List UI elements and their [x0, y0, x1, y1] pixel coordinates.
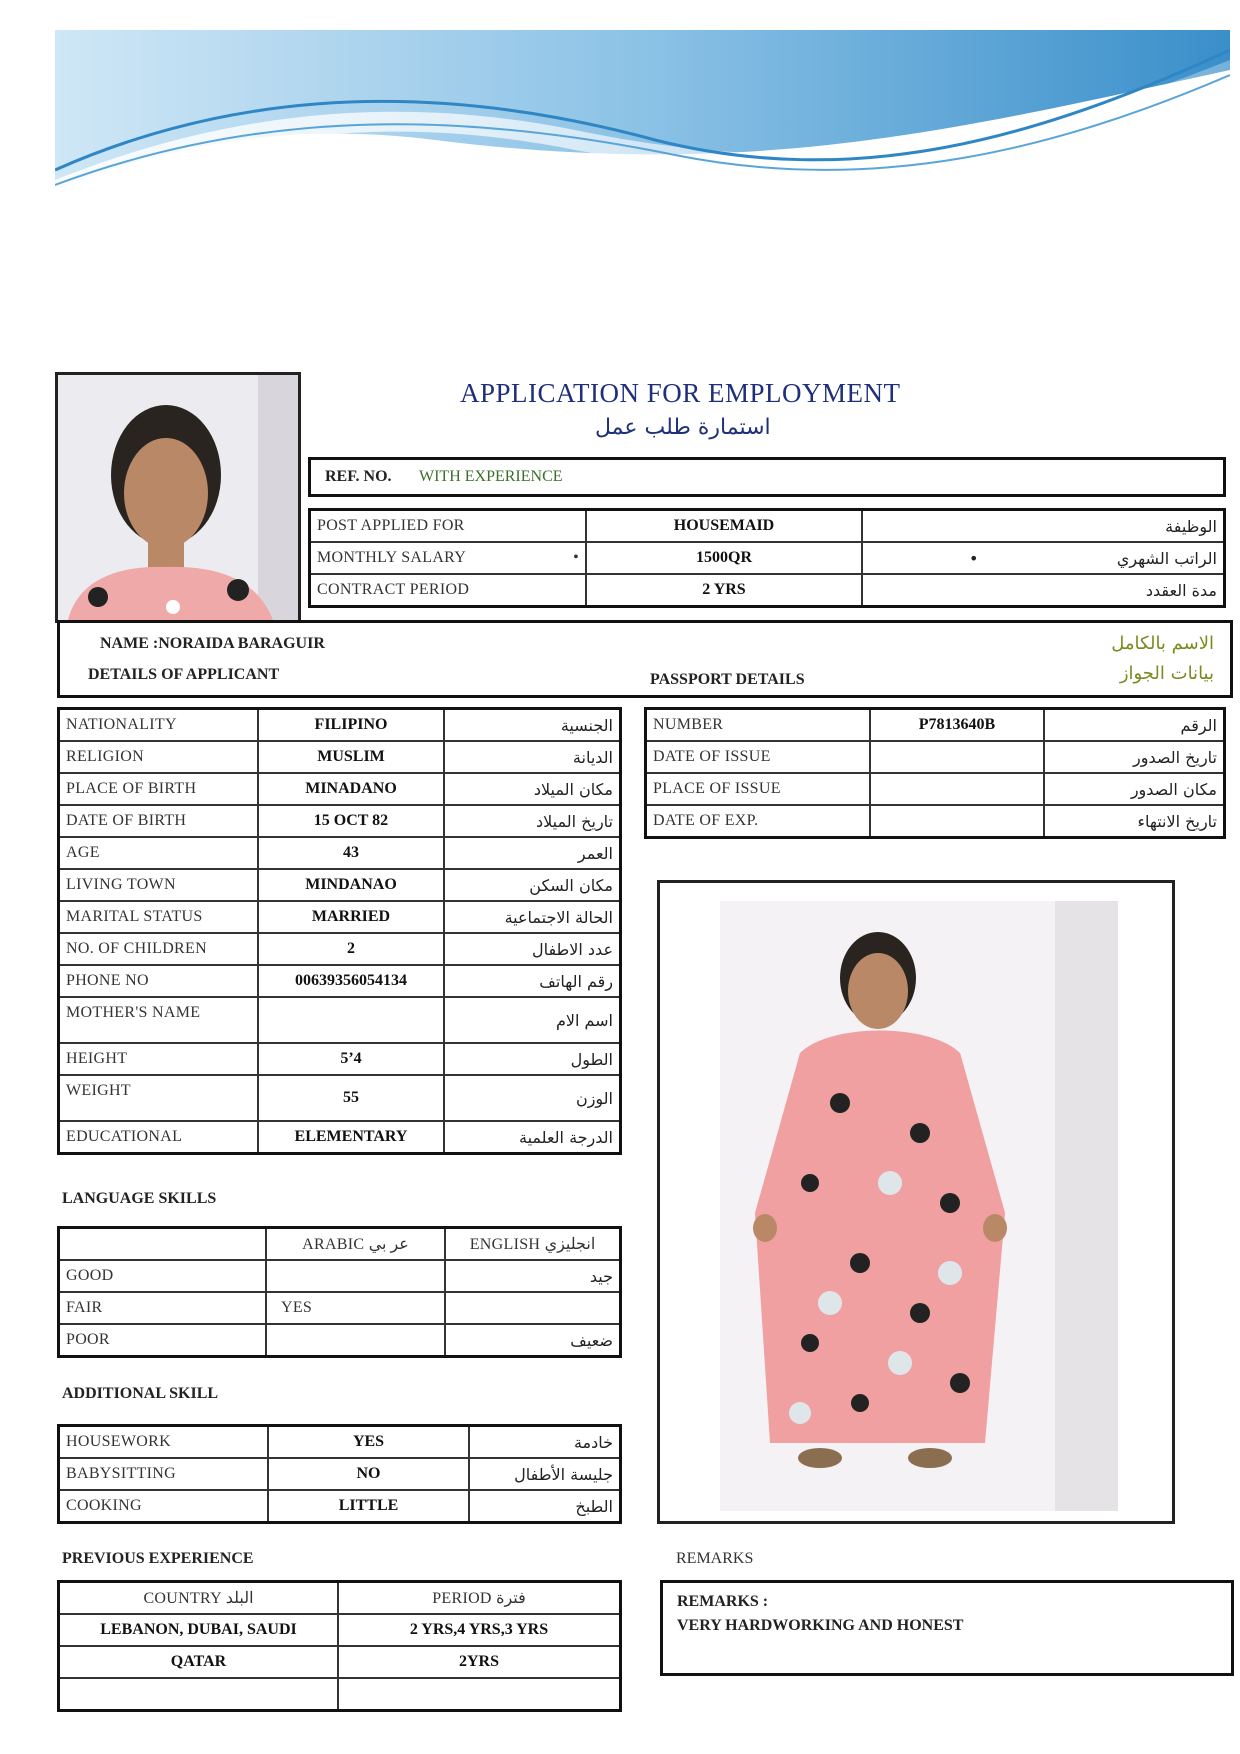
experience-col-country: COUNTRY البلد: [59, 1582, 339, 1615]
language-col-arabic: ARABIC عر بي: [266, 1228, 445, 1261]
remarks-box: [660, 1580, 1234, 1676]
skill-value: NO: [268, 1458, 469, 1490]
field-label: DATE OF BIRTH: [59, 805, 259, 837]
table-row: [59, 1292, 621, 1324]
field-value: ELEMENTARY: [258, 1121, 444, 1154]
language-arabic-value: [266, 1260, 445, 1292]
remarks-text: VERY HARDWORKING AND HONEST: [677, 1617, 964, 1634]
language-heading: LANGUAGE SKILLS: [62, 1190, 217, 1207]
passport-value: [870, 773, 1044, 805]
field-value: 43: [258, 837, 444, 869]
field-label: MOTHER'S NAME: [59, 997, 259, 1043]
language-corner: [59, 1228, 267, 1261]
field-arabic: عدد الاطفال: [444, 933, 621, 965]
field-value: 15 OCT 82: [258, 805, 444, 837]
skill-label: BABYSITTING: [59, 1458, 269, 1490]
contract-label: CONTRACT PERIOD: [310, 574, 587, 607]
passport-label: PLACE OF ISSUE: [646, 773, 871, 805]
field-value: FILIPINO: [258, 709, 444, 742]
ref-value: WITH EXPERIENCE: [419, 468, 563, 485]
passport-arabic: تاريخ الانتهاء: [1044, 805, 1225, 838]
field-value: MINDANAO: [258, 869, 444, 901]
table-row: [646, 805, 1225, 838]
passport-label: DATE OF ISSUE: [646, 741, 871, 773]
field-arabic: الجنسية: [444, 709, 621, 742]
skill-label: COOKING: [59, 1490, 269, 1523]
bullet-icon: •: [573, 549, 579, 566]
table-row: [59, 1228, 621, 1261]
field-value: MINADANO: [258, 773, 444, 805]
page-title-arabic: استمارة طلب عمل: [595, 415, 771, 440]
table-row: [59, 1614, 621, 1646]
field-label: PHONE NO: [59, 965, 259, 997]
applicant-table: [57, 707, 622, 1155]
language-col-english: ENGLISH انجليزي: [445, 1228, 621, 1261]
field-label: HEIGHT: [59, 1043, 259, 1075]
table-row: [59, 1043, 621, 1075]
field-arabic: مكان الميلاد: [444, 773, 621, 805]
skill-arabic: الطبخ: [469, 1490, 621, 1523]
ref-label: REF. NO.: [325, 468, 392, 485]
table-row: [59, 837, 621, 869]
table-row: [59, 805, 621, 837]
field-arabic: الديانة: [444, 741, 621, 773]
experience-period: 2 YRS,4 YRS,3 YRS: [338, 1614, 621, 1646]
salary-arabic-text: الراتب الشهري: [1116, 548, 1217, 568]
language-arabic-value: YES: [266, 1292, 445, 1324]
name-box: [57, 620, 1233, 698]
table-row: [310, 542, 1225, 574]
language-arabic-value: [266, 1324, 445, 1357]
table-row: [59, 1260, 621, 1292]
applicant-photo-full: [657, 880, 1175, 1524]
skill-arabic: جليسة الأطفال: [469, 1458, 621, 1490]
passport-label: DATE OF EXP.: [646, 805, 871, 838]
passport-value: [870, 741, 1044, 773]
field-arabic: الطول: [444, 1043, 621, 1075]
additional-heading: ADDITIONAL SKILL: [62, 1385, 219, 1402]
skill-value: LITTLE: [268, 1490, 469, 1523]
skill-value: YES: [268, 1426, 469, 1459]
experience-period: 2YRS: [338, 1646, 621, 1678]
bullet-icon: •: [969, 548, 979, 568]
passport-value: [870, 805, 1044, 838]
table-row: [646, 741, 1225, 773]
table-row: [59, 901, 621, 933]
passport-arabic: تاريخ الصدور: [1044, 741, 1225, 773]
table-row: [59, 1678, 621, 1711]
table-row: [59, 1646, 621, 1678]
field-label: EDUCATIONAL: [59, 1121, 259, 1154]
language-english-value: [445, 1292, 621, 1324]
field-arabic: مكان السكن: [444, 869, 621, 901]
field-arabic: الحالة الاجتماعية: [444, 901, 621, 933]
experience-col-period: PERIOD فترة: [338, 1582, 621, 1615]
experience-table: [57, 1580, 622, 1712]
table-row: [59, 1121, 621, 1154]
table-row: [646, 709, 1225, 742]
salary-value: 1500QR: [586, 542, 862, 574]
passport-value: P7813640B: [870, 709, 1044, 742]
post-table: [308, 508, 1226, 608]
post-arabic: الوظيفة: [862, 510, 1225, 543]
field-arabic: الدرجة العلمية: [444, 1121, 621, 1154]
field-label: AGE: [59, 837, 259, 869]
passport-table: [644, 707, 1226, 839]
table-row: [59, 1075, 621, 1121]
skill-label: HOUSEWORK: [59, 1426, 269, 1459]
passport-heading: PASSPORT DETAILS: [650, 671, 805, 688]
language-english-value: ضعيف: [445, 1324, 621, 1357]
table-row: [59, 1324, 621, 1357]
experience-period: [338, 1678, 621, 1711]
table-row: [59, 869, 621, 901]
salary-label: [310, 542, 587, 574]
passport-label: NUMBER: [646, 709, 871, 742]
table-row: [59, 709, 621, 742]
table-row: [59, 933, 621, 965]
passport-arabic: مكان الصدور: [1044, 773, 1225, 805]
field-value: 5’4: [258, 1043, 444, 1075]
field-arabic: اسم الام: [444, 997, 621, 1043]
field-arabic: العمر: [444, 837, 621, 869]
field-label: LIVING TOWN: [59, 869, 259, 901]
ref-box: [308, 457, 1226, 497]
field-label: NO. OF CHILDREN: [59, 933, 259, 965]
field-label: WEIGHT: [59, 1075, 259, 1121]
field-value: 2: [258, 933, 444, 965]
header-banner: [55, 30, 1230, 195]
table-row: [59, 741, 621, 773]
table-row: [59, 1458, 621, 1490]
field-label: NATIONALITY: [59, 709, 259, 742]
field-label: PLACE OF BIRTH: [59, 773, 259, 805]
salary-label-text: MONTHLY SALARY: [317, 549, 467, 566]
field-value: MARRIED: [258, 901, 444, 933]
experience-country: LEBANON, DUBAI, SAUDI: [59, 1614, 339, 1646]
language-english-value: جيد: [445, 1260, 621, 1292]
language-level: POOR: [59, 1324, 267, 1357]
experience-heading: PREVIOUS EXPERIENCE: [62, 1550, 254, 1567]
field-value: [258, 997, 444, 1043]
table-row: [59, 1426, 621, 1459]
skill-arabic: خادمة: [469, 1426, 621, 1459]
passport-heading-arabic: بيانات الجواز: [1119, 663, 1214, 684]
language-table: [57, 1226, 622, 1358]
field-value: MUSLIM: [258, 741, 444, 773]
field-value: 55: [258, 1075, 444, 1121]
field-arabic: رقم الهاتف: [444, 965, 621, 997]
contract-arabic: مدة العقدد: [862, 574, 1225, 607]
language-level: FAIR: [59, 1292, 267, 1324]
details-heading: DETAILS OF APPLICANT: [88, 666, 280, 683]
language-level: GOOD: [59, 1260, 267, 1292]
remarks-heading: REMARKS: [676, 1550, 754, 1567]
table-row: [59, 997, 621, 1043]
field-arabic: تاريخ الميلاد: [444, 805, 621, 837]
additional-table: [57, 1424, 622, 1524]
applicant-photo-portrait: [55, 372, 301, 623]
table-row: [59, 773, 621, 805]
applicant-name: NAME :NORAIDA BARAGUIR: [100, 635, 325, 652]
post-label: POST APPLIED FOR: [310, 510, 587, 543]
table-row: [59, 965, 621, 997]
salary-arabic: [862, 542, 1225, 574]
table-row: [646, 773, 1225, 805]
field-label: MARITAL STATUS: [59, 901, 259, 933]
experience-country: [59, 1678, 339, 1711]
table-row: [59, 1582, 621, 1615]
contract-value: 2 YRS: [586, 574, 862, 607]
table-row: [310, 510, 1225, 543]
table-row: [310, 574, 1225, 607]
post-value: HOUSEMAID: [586, 510, 862, 543]
remarks-label: REMARKS :: [677, 1593, 769, 1610]
experience-country: QATAR: [59, 1646, 339, 1678]
table-row: [59, 1490, 621, 1523]
field-arabic: الوزن: [444, 1075, 621, 1121]
field-value: 00639356054134: [258, 965, 444, 997]
field-label: RELIGION: [59, 741, 259, 773]
passport-arabic: الرقم: [1044, 709, 1225, 742]
page-title: APPLICATION FOR EMPLOYMENT: [460, 378, 901, 408]
applicant-name-arabic: الاسم بالكامل: [1111, 633, 1214, 654]
